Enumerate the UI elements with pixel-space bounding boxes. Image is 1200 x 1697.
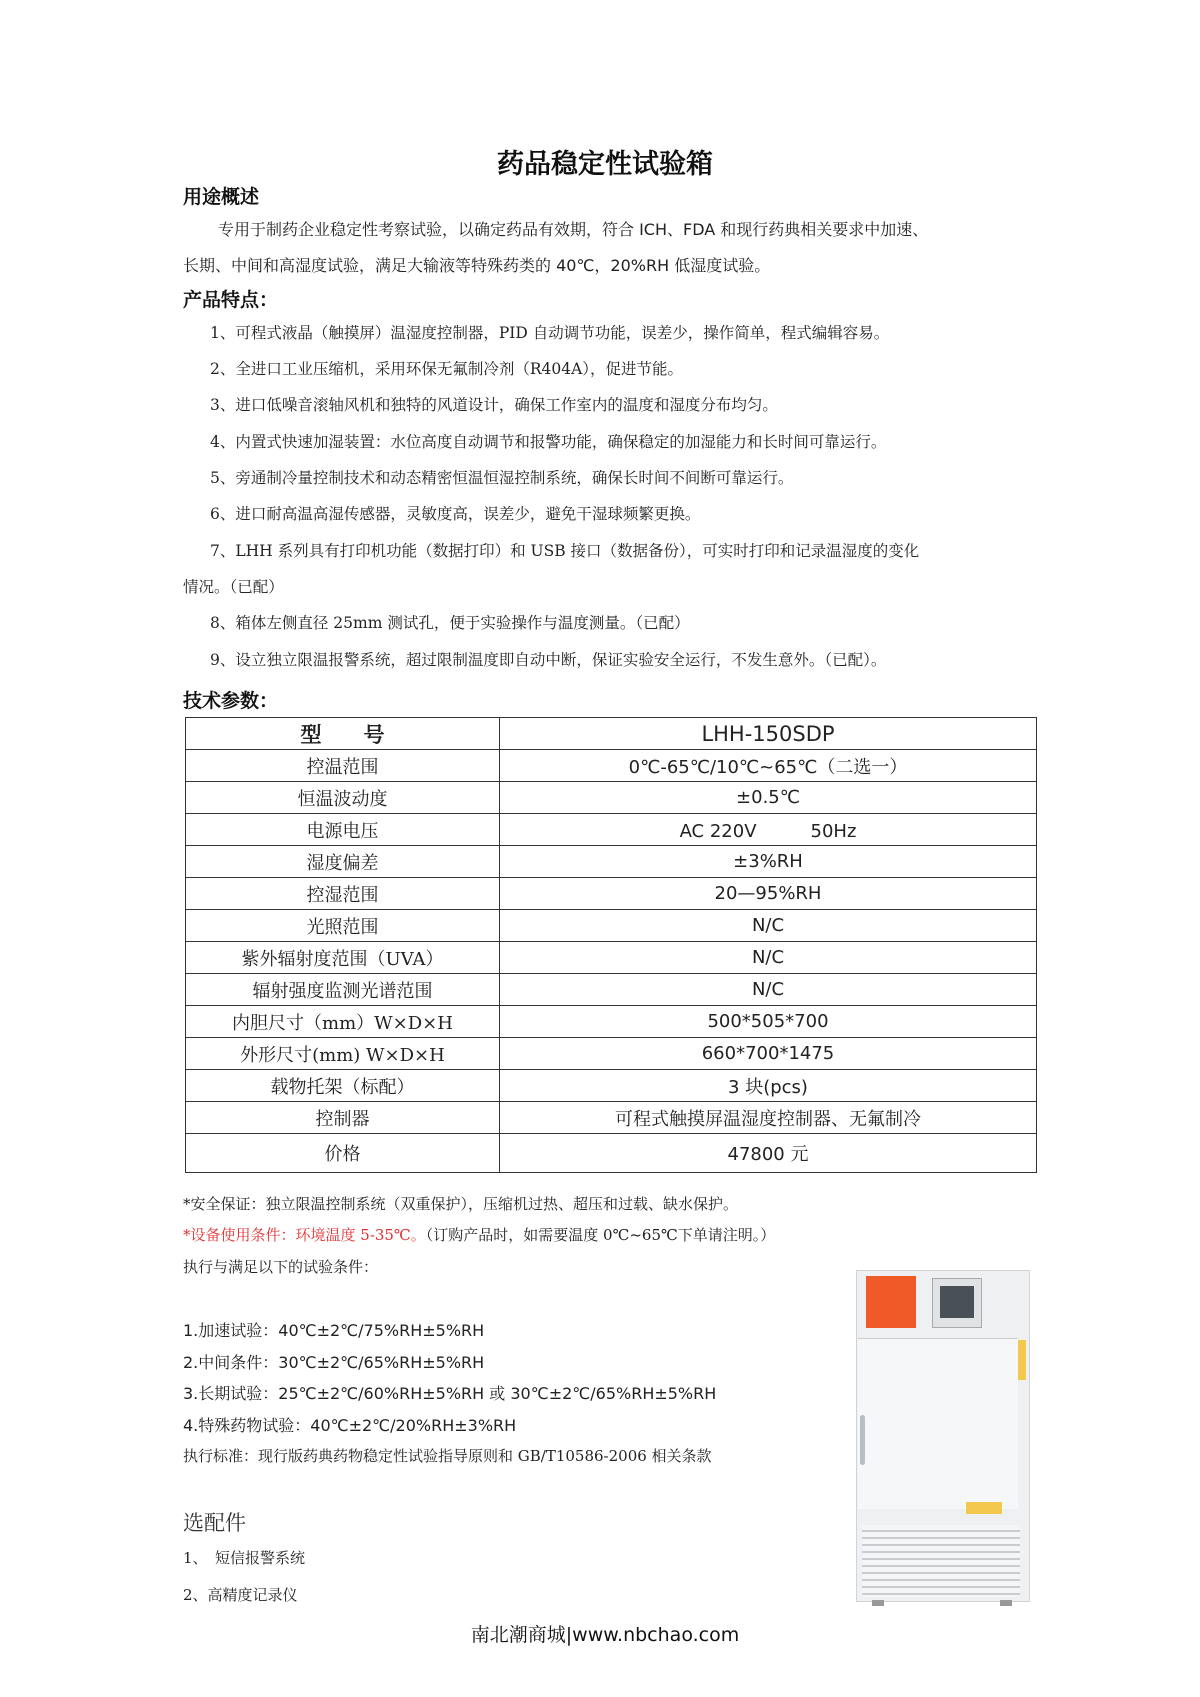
spec-value: N/C xyxy=(500,974,1037,1006)
spec-value: ±3%RH xyxy=(500,846,1037,878)
page-title: 药品稳定性试验箱 xyxy=(497,149,713,180)
test-condition: 2.中间条件：30℃±2℃/65%RH±5%RH xyxy=(183,1353,485,1372)
spec-label: 光照范围 xyxy=(186,910,500,942)
safety-note: *安全保证：独立限温控制系统（双重保护），压缩机过热、超压和过载、缺水保护。 xyxy=(183,1195,739,1213)
spec-label: 湿度偏差 xyxy=(186,846,500,878)
spec-label: 电源电压 xyxy=(186,814,500,846)
overview-heading: 用途概述 xyxy=(183,186,260,208)
test-condition: 1.加速试验：40℃±2℃/75%RH±5%RH xyxy=(183,1321,485,1340)
spec-label: 恒温波动度 xyxy=(186,782,500,814)
feature-item: 2、全进口工业压缩机，采用环保无氟制冷剂（R404A），促进节能。 xyxy=(210,360,684,378)
spec-value: 47800 元 xyxy=(500,1134,1037,1173)
spec-value: ±0.5℃ xyxy=(500,782,1037,814)
spec-label: 价格 xyxy=(186,1134,500,1173)
spec-row xyxy=(186,1134,1037,1173)
spec-row xyxy=(186,814,1037,846)
spec-value: N/C xyxy=(500,910,1037,942)
feature-item: 8、箱体左侧直径 25mm 测试孔，便于实验操作与温度测量。（已配） xyxy=(210,614,690,632)
spec-label: 内胆尺寸（mm）W×D×H xyxy=(186,1006,500,1038)
spec-value: 500*505*700 xyxy=(500,1006,1037,1038)
overview-line-1: 专用于制药企业稳定性考察试验，以确定药品有效期，符合 ICH、FDA 和现行药典相关要求中加速、 xyxy=(218,220,929,239)
spec-label: 紫外辐射度范围（UVA） xyxy=(186,942,500,974)
test-condition: 4.特殊药物试验：40℃±2℃/20%RH±3%RH xyxy=(183,1416,517,1435)
features-heading: 产品特点： xyxy=(183,289,279,311)
spec-row xyxy=(186,1070,1037,1102)
spec-value: LHH-150SDP xyxy=(500,718,1037,750)
spec-row xyxy=(186,1006,1037,1038)
options-heading: 选配件 xyxy=(183,1511,246,1535)
feature-item: 5、旁通制冷量控制技术和动态精密恒温恒湿控制系统，确保长时间不间断可靠运行。 xyxy=(210,469,794,487)
conditions-intro: 执行与满足以下的试验条件： xyxy=(183,1258,379,1276)
spec-table xyxy=(185,717,1037,1173)
option-item: 1、 短信报警系统 xyxy=(183,1549,306,1567)
spec-label: 外形尺寸(mm) W×D×H xyxy=(186,1038,500,1070)
spec-row xyxy=(186,1038,1037,1070)
spec-label: 载物托架（标配） xyxy=(186,1070,500,1102)
overview-line-2: 长期、中间和高湿度试验，满足大输液等特殊药类的 40℃，20%RH 低湿度试验。 xyxy=(183,256,771,275)
spec-label: 控湿范围 xyxy=(186,878,500,910)
footer-site[interactable]: 南北潮商城|www.nbchao.com xyxy=(470,1624,740,1646)
vent-grille xyxy=(862,1525,1020,1597)
spec-row xyxy=(186,910,1037,942)
spec-value: 可程式触摸屏温湿度控制器、无氟制冷 xyxy=(500,1102,1037,1134)
usage-note-rest: （订购产品时，如需要温度 0℃~65℃下单请注明。） xyxy=(425,1226,776,1244)
feature-item: 4、内置式快速加湿装置：水位高度自动调节和报警功能，确保稳定的加湿能力和长时间可靠运行。 xyxy=(210,433,887,451)
product-label xyxy=(866,1276,916,1328)
spec-value: N/C xyxy=(500,942,1037,974)
spec-label: 辐射强度监测光谱范围 xyxy=(186,974,500,1006)
spec-row xyxy=(186,718,1037,750)
feature-item: 情况。（已配） xyxy=(183,578,284,596)
spec-row xyxy=(186,750,1037,782)
touch-screen xyxy=(932,1278,982,1328)
spec-value: 0℃-65℃/10℃~65℃（二选一） xyxy=(500,750,1037,782)
spec-value: AC 220V 50Hz xyxy=(500,814,1037,846)
spec-row xyxy=(186,1102,1037,1134)
spec-label: 型 号 xyxy=(186,718,500,750)
feature-item: 1、可程式液晶（触摸屏）温湿度控制器，PID 自动调节功能，误差少，操作简单，程式编辑容易。 xyxy=(210,324,890,342)
spec-row xyxy=(186,942,1037,974)
standard-note: 执行标准：现行版药典药物稳定性试验指导原则和 GB/T10586-2006 相关条款 xyxy=(183,1447,712,1465)
spec-row xyxy=(186,878,1037,910)
feature-item: 3、进口低噪音滚轴风机和独特的风道设计，确保工作室内的温度和湿度分布均匀。 xyxy=(210,396,778,414)
specs-heading: 技术参数： xyxy=(183,690,279,712)
spec-row xyxy=(186,974,1037,1006)
spec-value: 660*700*1475 xyxy=(500,1038,1037,1070)
feature-item: 6、进口耐高温高湿传感器，灵敏度高，误差少，避免干湿球频繁更换。 xyxy=(210,505,701,523)
test-condition: 3.长期试验：25℃±2℃/60%RH±5%RH 或 30℃±2℃/65%RH±5%RH xyxy=(183,1384,717,1403)
spec-label: 控制器 xyxy=(186,1102,500,1134)
option-item: 2、高精度记录仪 xyxy=(183,1586,298,1604)
door-handle xyxy=(860,1415,865,1465)
feature-item: 7、LHH 系列具有打印机功能（数据打印）和 USB 接口（数据备份），可实时打印和记录温湿度的变化 xyxy=(210,542,920,560)
spec-value: 3 块(pcs) xyxy=(500,1070,1037,1102)
spec-value: 20—95%RH xyxy=(500,878,1037,910)
spec-row xyxy=(186,846,1037,878)
product-photo-cabinet xyxy=(848,1270,1034,1619)
spec-label: 控温范围 xyxy=(186,750,500,782)
feature-item: 9、设立独立限温报警系统，超过限制温度即自动中断，保证实验安全运行，不发生意外。（已配）。 xyxy=(210,651,887,669)
usage-note-red: *设备使用条件：环境温度 5-35℃。 xyxy=(183,1226,426,1244)
spec-row xyxy=(186,782,1037,814)
usage-note xyxy=(183,1224,775,1245)
